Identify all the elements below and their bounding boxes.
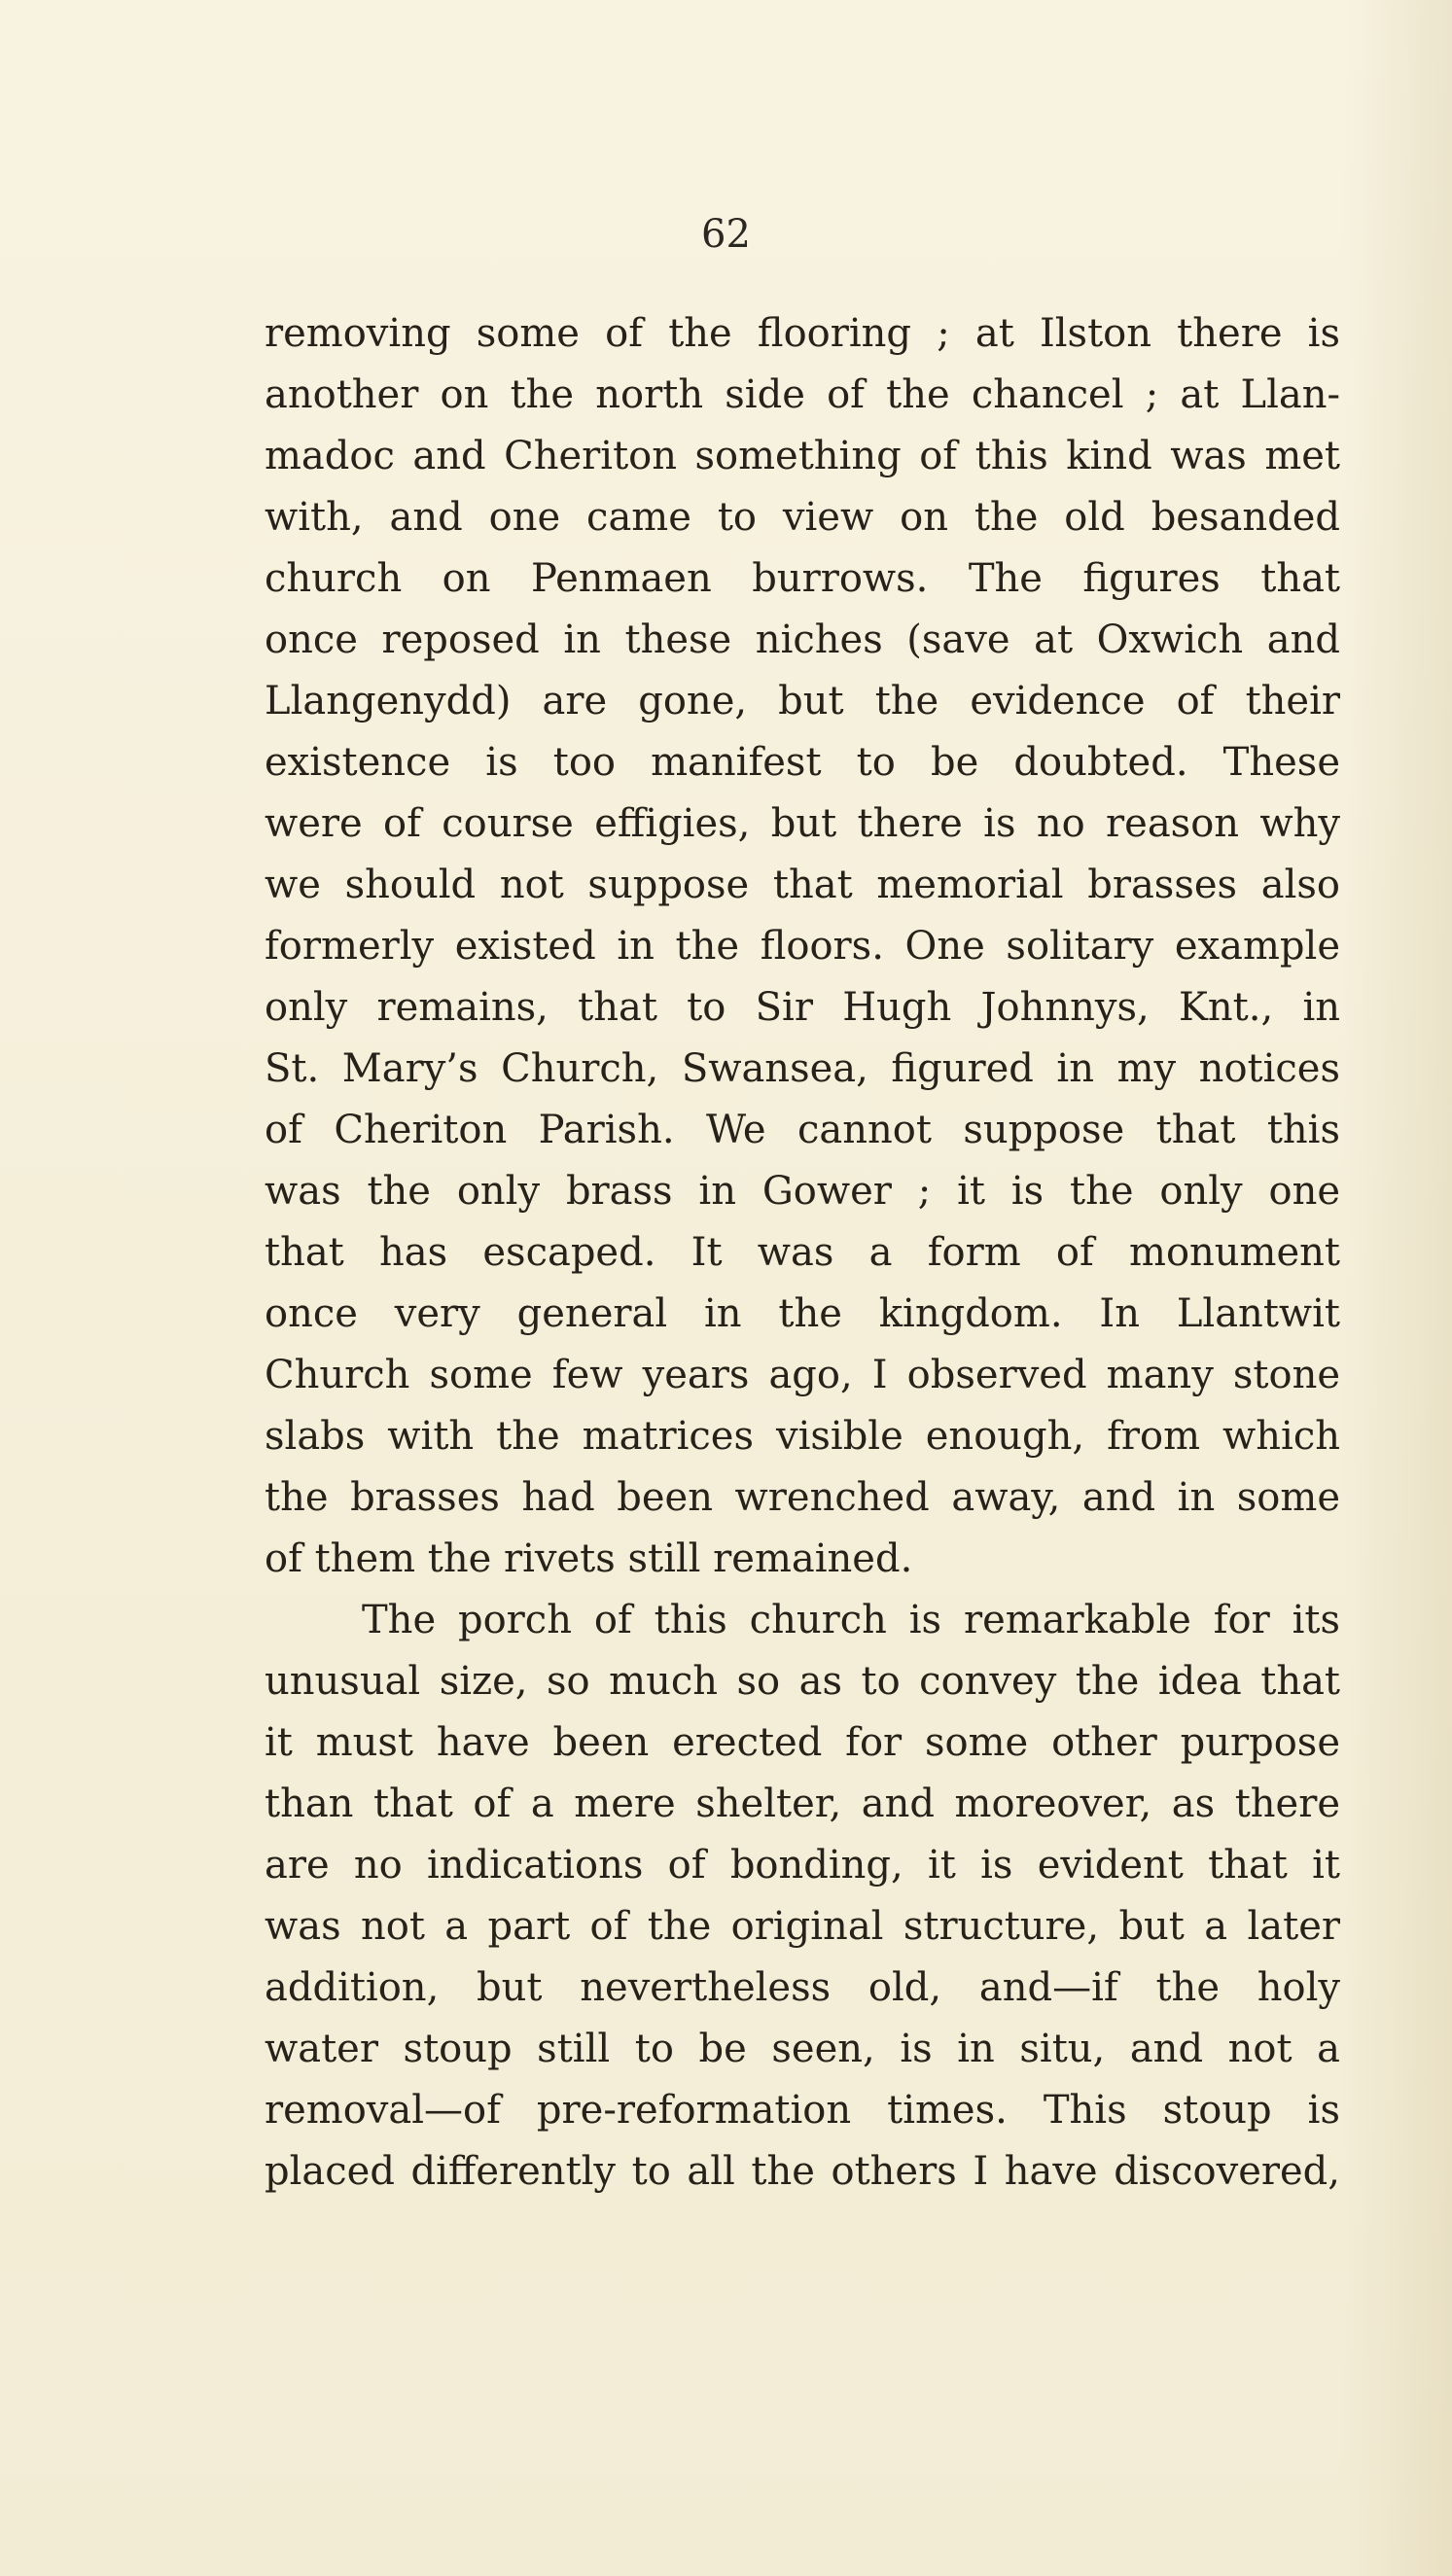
text-line: than that of a mere shelter, and moreover, as there bbox=[265, 1782, 1340, 1826]
text-line: water stoup still to be seen, is in situ, and not a bbox=[265, 2027, 1340, 2071]
text-line: Llangenydd) are gone, but the evidence of their bbox=[265, 679, 1340, 723]
text-line: the brasses had been wrenched away, and in some bbox=[265, 1475, 1340, 1520]
text-line: slabs with the matrices visible enough, from which bbox=[265, 1414, 1340, 1459]
text-line: was not a part of the original structure, but a later bbox=[265, 1904, 1340, 1949]
text-line: are no indications of bonding, it is evident that it bbox=[265, 1843, 1340, 1888]
text-line: another on the north side of the chancel ; at Llan- bbox=[265, 372, 1340, 417]
body-text bbox=[265, 303, 1340, 2203]
text-line: once reposed in these niches (save at Oxwich and bbox=[265, 618, 1340, 662]
text-line: removal—of pre-reformation times. This stoup is bbox=[265, 2088, 1340, 2133]
text-line: formerly existed in the floors. One solitary example bbox=[265, 924, 1340, 969]
text-line: existence is too manifest to be doubted. These bbox=[265, 740, 1340, 785]
text-line: were of course effigies, but there is no reason why bbox=[265, 801, 1340, 846]
text-line: addition, but nevertheless old, and—if the holy bbox=[265, 1965, 1340, 2010]
text-line: we should not suppose that memorial brasses also bbox=[265, 863, 1340, 907]
text-line: unusual size, so much so as to convey the idea that bbox=[265, 1659, 1340, 1704]
text-line: madoc and Cheriton something of this kind was met bbox=[265, 434, 1340, 478]
paragraph-end-line: of them the rivets still remained. bbox=[265, 1536, 913, 1581]
text-line: with, and one came to view on the old besanded bbox=[265, 495, 1340, 540]
text-line: it must have been erected for some other purpose bbox=[265, 1720, 1340, 1765]
text-line: only remains, that to Sir Hugh Johnnys, Knt., in bbox=[265, 985, 1340, 1030]
text-line: was the only brass in Gower ; it is the only one bbox=[265, 1169, 1340, 1214]
text-line: that has escaped. It was a form of monument bbox=[265, 1230, 1340, 1275]
page-number: 62 bbox=[701, 212, 751, 257]
text-line: placed differently to all the others I have discovered, bbox=[265, 2149, 1340, 2194]
text-line: church on Penmaen burrows. The figures that bbox=[265, 556, 1340, 601]
text-line: St. Mary’s Church, Swansea, figured in my notices bbox=[265, 1046, 1340, 1091]
text-line: removing some of the flooring ; at Ilston there is bbox=[265, 311, 1340, 356]
text-line: once very general in the kingdom. In Llantwit bbox=[265, 1291, 1340, 1336]
text-line: of Cheriton Parish. We cannot suppose that this bbox=[265, 1108, 1340, 1152]
text-line: Church some few years ago, I observed many stone bbox=[265, 1353, 1340, 1397]
paragraph-start-line: The porch of this church is remarkable for its bbox=[362, 1598, 1340, 1642]
